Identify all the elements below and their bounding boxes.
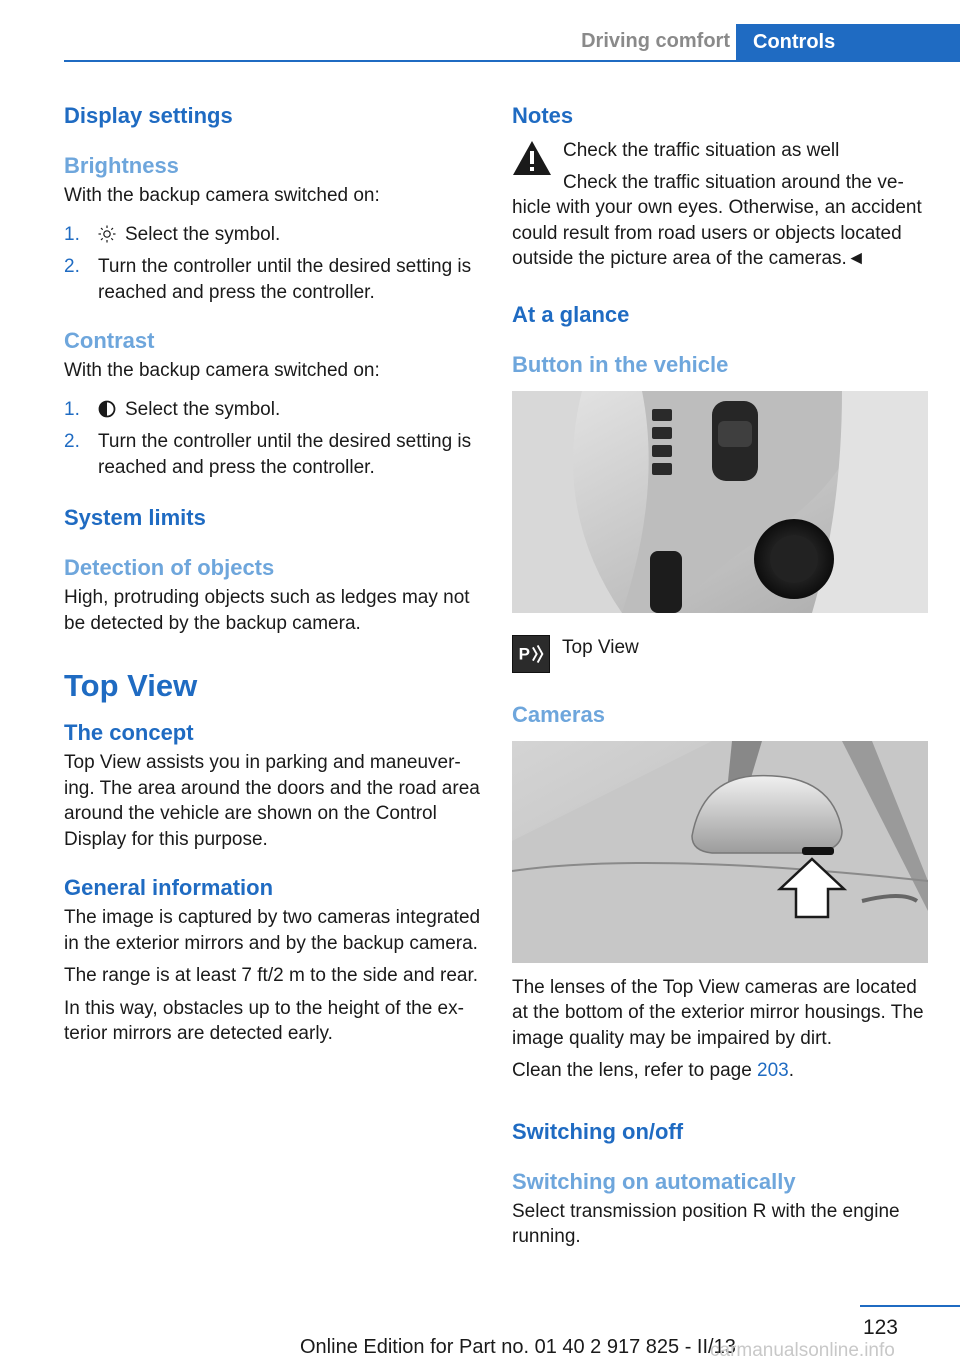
heading-button-in-vehicle: Button in the vehicle [512,351,729,377]
general-text-2: The range is at least 7 ft/2 m to the side and rear. [64,965,479,986]
list-item [64,397,482,423]
running-header-section: Driving comfort [581,30,730,52]
heading-contrast: Contrast [64,328,155,353]
warning-block [512,138,930,272]
exterior-mirror-camera-image [512,741,928,963]
heading-concept: The concept [64,720,194,745]
general-text-3: In this way, obstacles up to the height of the ex‐terior mirrors are detected early. [64,997,464,1044]
warning-triangle-icon [512,140,552,176]
top-view-button-icon [512,635,550,673]
detection-text: High, protruding objects such as ledges may not be detected by the backup camera. [64,587,470,634]
brightness-steps [64,222,482,306]
contrast-icon [98,400,116,418]
page-reference-link[interactable]: 203 [757,1060,789,1081]
contrast-steps [64,397,482,481]
heading-top-view: Top View [64,668,198,703]
heading-at-a-glance: At a glance [512,301,630,327]
list-item [64,429,482,480]
step-number: 2. [64,431,80,452]
footer-rule [860,1305,960,1307]
running-header-tab: Controls [736,24,960,62]
heading-system-limits: System limits [64,505,206,530]
page-number: 123 [862,1316,898,1339]
heading-notes: Notes [512,103,574,128]
center-console-image [512,391,928,613]
heading-brightness: Brightness [64,153,179,178]
clean-lens-label: Clean the lens, refer to page [512,1060,752,1081]
switching-auto-text: Select transmission position R with the engine running. [512,1200,900,1247]
step-number: 1. [64,398,80,420]
header-rule [64,60,960,62]
list-item [64,254,482,305]
svg-text:P: P [518,644,531,664]
heading-detection: Detection of objects [64,555,275,580]
step-text: Select the symbol. [125,398,281,420]
left-column [64,102,482,1047]
footer-edition: Online Edition for Part no. 01 40 2 917 825 - II/13 [300,1336,736,1358]
general-text-1: The image is captured by two cameras integrated in the exterior mirrors and by the backup camera. [64,907,481,954]
heading-cameras: Cameras [512,701,605,727]
warning-title: Check the traffic situation as well [563,140,840,161]
top-view-button-row [512,635,930,673]
heading-switching: Switching on/off [512,1118,684,1144]
warning-text: Check the traffic situation around the ve‐hicle with your own eyes. Otherwise, an accident could result from road users or objects located outside the picture area of the cameras.◄ [512,171,922,269]
cameras-text: The lenses of the Top View cameras are located at the bottom of the exterior mirror housings. The image quality may be impaired by dirt. [512,976,924,1049]
step-number: 1. [64,223,80,245]
heading-display-settings: Display settings [64,103,233,128]
clean-lens-end: . [788,1060,795,1081]
step-text: Turn the controller until the desired setting is reached and press the controller. [98,431,472,478]
heading-general-information: General information [64,875,274,900]
step-text: Turn the controller until the desired setting is reached and press the controller. [98,256,472,303]
step-text: Select the symbol. [125,223,281,245]
contrast-intro: With the backup camera switched on: [64,360,380,381]
concept-text: Top View assists you in parking and maneuver‐ing. The area around the doors and the road area around the vehicle are shown on the Control Display for this purpose. [64,752,480,850]
watermark: carmanualsonline.info [710,1340,895,1361]
heading-switching-auto: Switching on automatically [512,1168,796,1194]
list-item [64,222,482,248]
brightness-intro: With the backup camera switched on: [64,185,380,206]
right-column [512,102,930,1250]
brightness-icon [98,225,116,243]
clean-lens-text [512,1058,930,1084]
step-number: 2. [64,256,80,277]
top-view-button-label: Top View [562,636,639,658]
